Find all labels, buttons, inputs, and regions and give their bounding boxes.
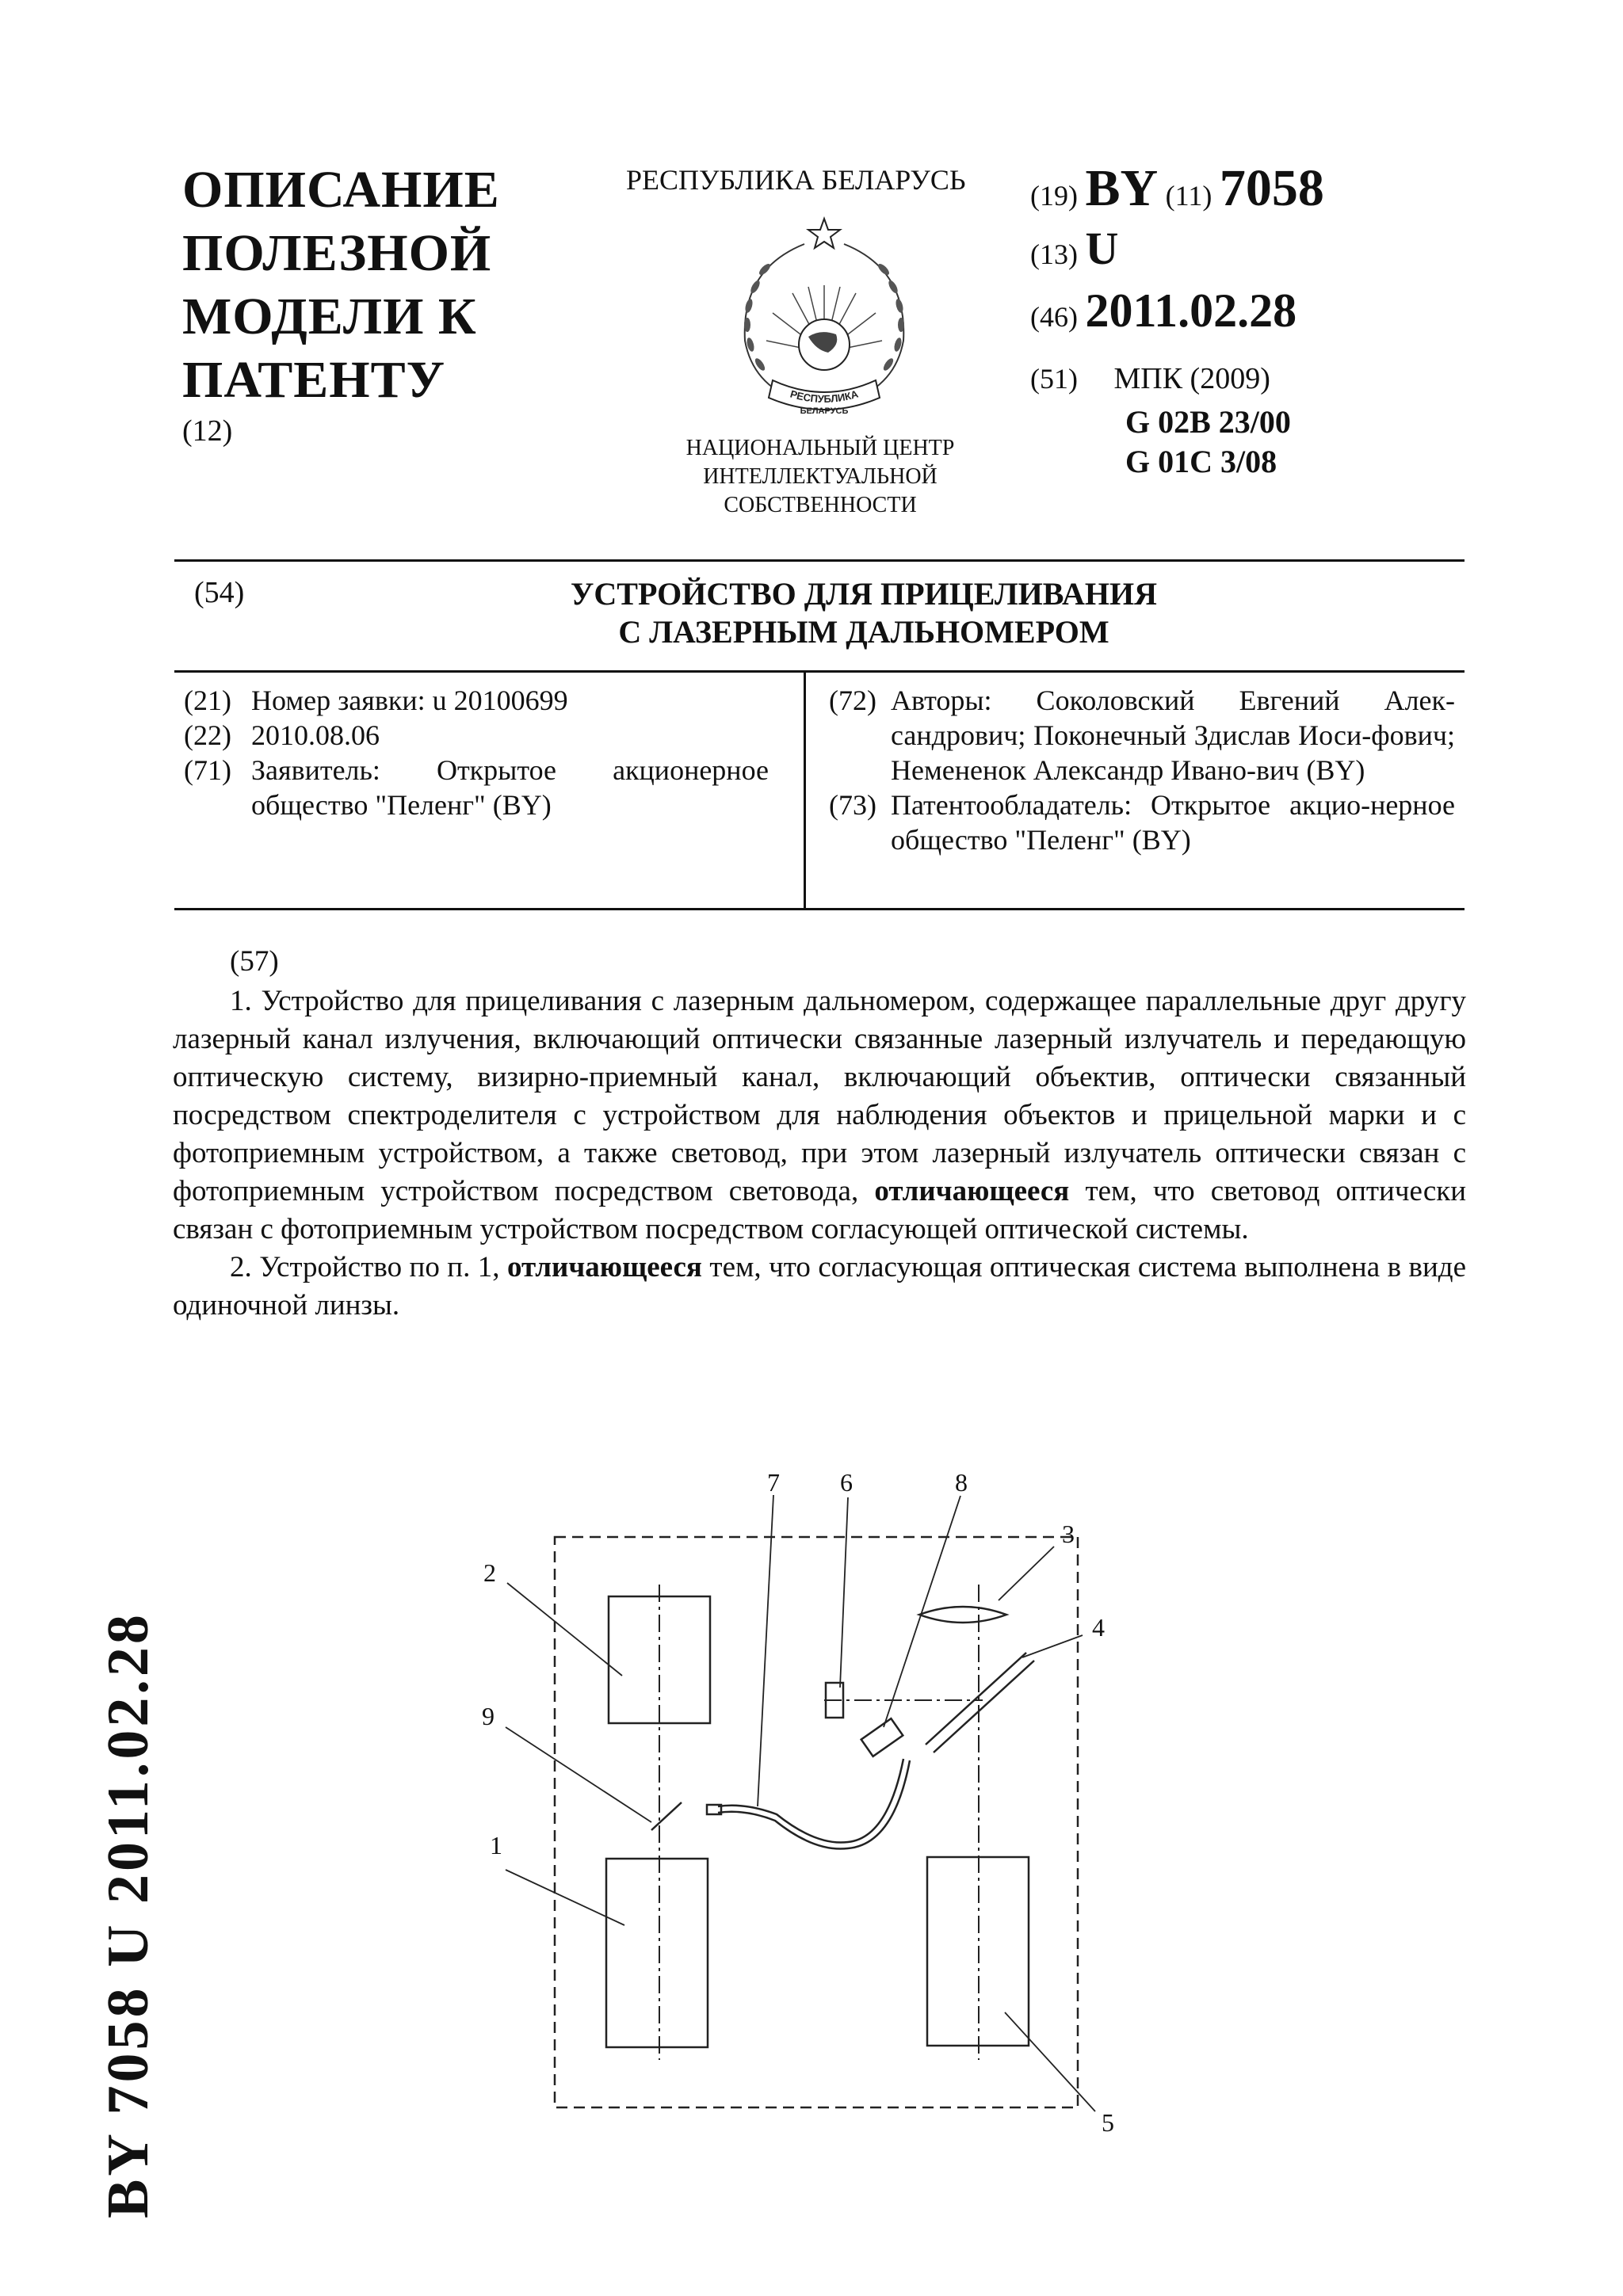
label-8: 8 xyxy=(955,1468,968,1497)
ipc-classes xyxy=(1125,402,1291,482)
ipc-class-2: G 01C 3/08 xyxy=(1125,444,1277,479)
code-46: (46) xyxy=(1030,301,1078,333)
kind-code: U xyxy=(1085,223,1119,274)
code-row-19 xyxy=(1030,158,1324,219)
invention-title xyxy=(444,575,1284,651)
publication-date: 2011.02.28 xyxy=(1085,284,1297,337)
claim-1-text: 1. Устройство для прицеливания с лазерным дальномером, содержащее параллельные друг другу лазерный канал излучения, включающий оптически связанные лазерный излучатель и передающую оптическую систему, визирно-приемный канал, включающий объектив, оптически связанный посредством спектроделителя с устройством для наблюдения объектов и прицельной марки и с фотоприемным устройством, а также световод, при этом лазерный излучатель оптически связан с фотоприемным устройством посредством световода, xyxy=(173,985,1466,1207)
bib-73 xyxy=(829,788,1455,857)
label-4: 4 xyxy=(1092,1613,1105,1642)
claim-2-text-end: тем, что согласующая оптическая система выполнена в виде одиночной линзы. xyxy=(173,1251,1467,1322)
element-8 xyxy=(861,1718,903,1756)
device-housing-outline xyxy=(555,1537,1078,2107)
side-document-id: BY 7058 U 2011.02.28 xyxy=(96,1611,161,2218)
block-1 xyxy=(606,1859,708,2047)
code-57: (57) xyxy=(230,945,279,978)
claim-1 xyxy=(173,982,1466,1249)
application-number: Номер заявки: u 20100699 xyxy=(251,685,568,716)
code-row-13 xyxy=(1030,222,1118,275)
bib-code-21: (21) xyxy=(184,685,231,716)
invention-title-line-1: УСТРОЙСТВО ДЛЯ ПРИЦЕЛИВАНИЯ xyxy=(571,576,1157,612)
bibliography-right xyxy=(829,683,1455,857)
bib-72 xyxy=(829,683,1455,788)
bib-code-73: (73) xyxy=(829,789,876,821)
ipc-label: МПК (2009) xyxy=(1113,362,1270,395)
emblem-ribbon-text-2: БЕЛАРУСЬ xyxy=(800,406,849,416)
light-guide-7 xyxy=(718,1759,903,1843)
beam-splitter-4 xyxy=(926,1653,1026,1745)
label-2: 2 xyxy=(483,1558,496,1587)
invention-title-line-2: С ЛАЗЕРНЫМ ДАЛЬНОМЕРОМ xyxy=(618,614,1109,650)
bib-22 xyxy=(184,718,769,753)
label-1: 1 xyxy=(490,1831,502,1859)
ipc-class-1: G 02B 23/00 xyxy=(1125,404,1291,440)
code-row-46 xyxy=(1030,284,1296,338)
claim-1-keyword: отличающееся xyxy=(874,1175,1070,1207)
title-line-4: ПАТЕНТУ xyxy=(182,351,446,409)
state-emblem-icon xyxy=(709,214,939,428)
label-5: 5 xyxy=(1102,2108,1114,2137)
device-schematic-figure xyxy=(444,1442,1141,2139)
lens-3 xyxy=(919,1607,1006,1623)
bib-code-22: (22) xyxy=(184,719,231,751)
code-19: (19) xyxy=(1030,180,1078,212)
code-13: (13) xyxy=(1030,238,1078,270)
title-line-3: МОДЕЛИ К xyxy=(182,288,477,345)
claim-1-text-end: тем, что световод оптически связан с фотоприемным устройством посредством согласующей оптической системы. xyxy=(173,1175,1467,1245)
bib-21 xyxy=(184,683,769,718)
code-11: (11) xyxy=(1165,180,1212,212)
claim-2 xyxy=(173,1249,1466,1325)
divider-bib-top xyxy=(174,670,1465,673)
code-51: (51) xyxy=(1030,363,1078,395)
title-line-1: ОПИСАНИЕ xyxy=(182,161,500,219)
patent-number: 7058 xyxy=(1219,159,1324,217)
center-line-2: ИНТЕЛЛЕКТУАЛЬНОЙ xyxy=(703,464,938,489)
emblem-ribbon-text: РЕСПУБЛИКА xyxy=(789,387,860,406)
patent-holder: Патентообладатель: Открытое акцио-нерное общество "Пеленг" (BY) xyxy=(891,789,1455,856)
national-center-name xyxy=(618,434,1022,520)
bibliography-left xyxy=(184,683,769,822)
label-3: 3 xyxy=(1062,1520,1075,1548)
center-line-3: СОБСТВЕННОСТИ xyxy=(724,493,917,517)
republic-name: РЕСПУБЛИКА БЕЛАРУСЬ xyxy=(626,164,966,196)
claim-2-text: 2. Устройство по п. 1, xyxy=(230,1251,500,1283)
filing-date: 2010.08.06 xyxy=(251,719,380,751)
claims-text xyxy=(173,982,1466,1325)
applicant: Заявитель: Открытое акционерное общество "Пеленг" (BY) xyxy=(251,754,769,821)
bib-code-71: (71) xyxy=(184,754,231,786)
code-54: (54) xyxy=(194,576,245,609)
label-9: 9 xyxy=(482,1702,495,1730)
center-line-1: НАЦИОНАЛЬНЫЙ ЦЕНТР xyxy=(685,436,955,460)
code-12: (12) xyxy=(182,414,233,448)
country-code: BY xyxy=(1085,159,1159,217)
mirror-9 xyxy=(651,1802,682,1830)
title-line-2: ПОЛЕЗНОЙ xyxy=(182,224,492,282)
bib-71 xyxy=(184,753,769,822)
label-7: 7 xyxy=(767,1468,780,1497)
document-type-title xyxy=(182,158,594,448)
divider-top xyxy=(174,559,1465,562)
claim-2-keyword: отличающееся xyxy=(506,1251,702,1283)
divider-bib-bottom xyxy=(174,908,1465,910)
authors: Авторы: Соколовский Евгений Алек-сандрович; Поконечный Здислав Иоси-фович; Немененок Александр Ивано-вич (BY) xyxy=(891,685,1455,786)
bib-code-72: (72) xyxy=(829,685,876,716)
label-6: 6 xyxy=(840,1468,853,1497)
divider-bib-vertical xyxy=(804,670,806,908)
code-row-51 xyxy=(1030,361,1270,396)
